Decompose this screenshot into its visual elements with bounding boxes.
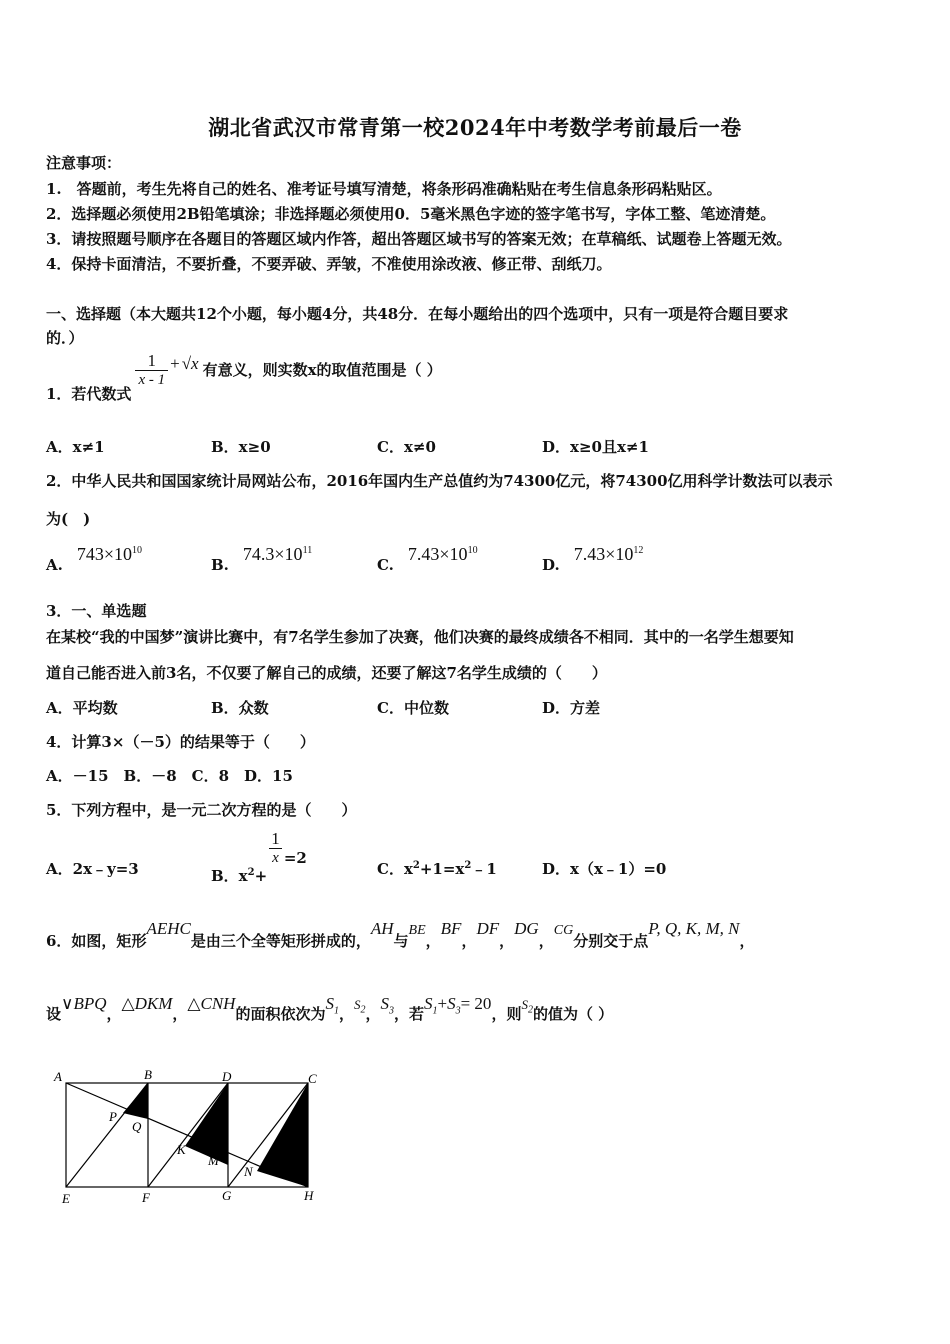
q5-b-pre: B．x (211, 866, 248, 885)
label-c: C (308, 1071, 317, 1086)
q6-t5: ， (739, 932, 755, 950)
segment-be (66, 1083, 148, 1187)
q6-s3-s: S (380, 994, 389, 1013)
notice-heading: 注意事项： (46, 154, 122, 172)
q2-line-1: 2．中华人民共和国国家统计局网站公布，2016年国内生产总值约为74300亿元，将74300亿用科学计数法可以表示 (46, 472, 833, 490)
label-k: K (177, 1142, 186, 1157)
q6-cond-s1: S (424, 994, 433, 1013)
q6-s2-s: S (353, 997, 361, 1012)
q6-cnh: △CNH (187, 994, 236, 1013)
q2-exp-d: 12 (633, 545, 644, 556)
q6-comma-1: ， (425, 932, 441, 950)
label-b: B (144, 1067, 152, 1082)
label-f: F (142, 1190, 150, 1205)
q6-figure (50, 1065, 350, 1215)
triangle-cnh (257, 1083, 308, 1187)
q2-label-a: A. (46, 556, 63, 574)
q6-line-1 (46, 918, 755, 950)
q2-value-d (574, 544, 644, 564)
q5-b-sup: 2 (247, 866, 255, 878)
q3-option-a: A．平均数 (46, 699, 118, 717)
q2-option-a (46, 544, 143, 575)
q5-option-d: D．x（x﹣1）=0 (542, 860, 667, 878)
q2-label-b: B. (211, 556, 229, 574)
q5-c-sup2: 2 (464, 860, 472, 871)
q3-line-2: 道自己能否进入前3名，不仅要了解自己的成绩，还要了解这7名学生成绩的（ ） (46, 664, 607, 682)
section-heading-line-1: 一、选择题（本大题共12个小题，每小题4分，共48分．在每小题给出的四个选项中，只有一项是符合题目要求 (46, 305, 789, 323)
q3-option-b: B．众数 (211, 699, 269, 717)
q6-cond-eq: = 20 (460, 994, 492, 1013)
q5-b-fraction (269, 830, 282, 867)
q6-t3: 与 (393, 932, 409, 950)
q5-option-a: A．2x﹣y=3 (46, 860, 139, 878)
notice-item-3: 3．请按照题号顺序在各题目的答题区域内作答，超出答题区域书写的答案无效；在草稿纸、试题卷上答题无效。 (46, 230, 792, 248)
page-title: 湖北省武汉市常青第一校2024年中考数学考前最后一卷 (208, 115, 742, 140)
label-q: Q (132, 1119, 142, 1134)
q6-comma-3: ， (499, 932, 515, 950)
q1-prefix: 1．若代数式 (46, 384, 132, 403)
q6-points: P, Q, K, M, N (648, 919, 740, 938)
q6-cond-plus: + (437, 994, 448, 1013)
q1-frac-den: x - 1 (135, 370, 168, 389)
q6-comma-6: ， (172, 1005, 188, 1023)
label-p: P (109, 1109, 117, 1124)
q6-cond-s3: S (447, 994, 456, 1013)
q5-b-num: 1 (271, 829, 280, 848)
q6-s1-sub: 1 (333, 1005, 339, 1017)
q2-base-d: 7.43×10 (573, 544, 634, 564)
q6-bpq: ∨BPQ (61, 994, 107, 1013)
q6-t10: 的值为（ ） (532, 1005, 614, 1023)
segment-ah (66, 1083, 308, 1187)
q6-ah: AH (370, 919, 394, 938)
q6-df: DF (476, 919, 500, 938)
q2-value-a (77, 544, 142, 564)
q2-exp-a: 10 (132, 545, 143, 556)
q6-s2-target (521, 997, 533, 1016)
q3-option-c: C．中位数 (377, 699, 449, 717)
q5-option-c (377, 858, 497, 879)
q1-option-a: A．x≠1 (46, 438, 105, 456)
q5-c-mid: +1=x (419, 860, 465, 878)
label-m: M (208, 1153, 219, 1168)
q6-t1: 6．如图，矩形 (46, 932, 147, 950)
q1-option-b: B．x≥0 (211, 438, 271, 456)
label-g: G (222, 1188, 232, 1203)
q6-comma-2: ， (461, 932, 477, 950)
section-heading-line-2: 的．） (46, 329, 84, 347)
q6-condition-s3 (447, 994, 461, 1017)
triangle-dkm (185, 1083, 228, 1165)
label-d: D (222, 1069, 232, 1084)
q5-c-pre: C．x (377, 860, 413, 878)
q2-option-b (211, 544, 313, 575)
q2-label-d: D. (542, 556, 560, 574)
q6-s1 (325, 994, 339, 1017)
label-h: H (304, 1188, 314, 1203)
q6-s3 (380, 994, 394, 1017)
q6-s2 (353, 997, 366, 1016)
q5-b-prefix (211, 867, 267, 885)
q5-b-plus: + (254, 866, 268, 885)
q6-s2-sub: 2 (360, 1004, 366, 1016)
q6-dkm: △DKM (121, 994, 173, 1013)
q4-options: A．－15 B．－8 C．8 D．15 (46, 767, 293, 785)
q5-c-sup1: 2 (412, 860, 420, 871)
q2-label-c: C. (377, 556, 394, 574)
label-n: N (244, 1164, 253, 1179)
q6-comma-4: ， (538, 932, 554, 950)
q2-exp-b: 11 (302, 545, 313, 556)
q1-sqrt: √x (181, 353, 199, 373)
q5-option-b (211, 829, 307, 885)
label-a: A (54, 1069, 62, 1084)
q2-base-b: 74.3×10 (242, 544, 303, 564)
question-1 (46, 351, 442, 403)
q6-cond-sub1: 1 (432, 1005, 438, 1017)
notice-item-1: 1. 答题前，考生先将自己的姓名、准考证号填写清楚，将条形码准确粘贴在考生信息条形码粘贴区。 (46, 180, 722, 198)
q6-t8: ，若 (393, 1005, 424, 1023)
notice-item-2: 2．选择题必须使用2B铅笔填涂；非选择题必须使用0．5毫米黑色字迹的签字笔书写，字体工整、笔迹清楚。 (46, 205, 776, 223)
q6-comma-7: ， (338, 1005, 354, 1023)
q5-stem: 5．下列方程中，是一元二次方程的是（ ） (46, 801, 357, 819)
q3-heading: 3．一、单选题 (46, 602, 147, 620)
q2-base-c: 7.43×10 (407, 544, 468, 564)
q6-cg: CG (553, 923, 574, 938)
q6-s3-sub: 3 (388, 1005, 394, 1017)
q3-option-d: D．方差 (542, 699, 601, 717)
q1-suffix: 有意义，则实数x的取值范围是（ ） (202, 360, 442, 379)
q6-line-2 (46, 993, 614, 1023)
q3-line-1: 在某校“我的中国梦”演讲比赛中，有7名学生参加了决赛，他们决赛的最终成绩各不相同．其中的一名学生想要知 (46, 628, 794, 646)
q2-value-c (408, 544, 478, 564)
q2-base-a: 743×10 (76, 544, 133, 564)
label-e: E (62, 1191, 70, 1206)
q6-s2t-sub: 2 (527, 1004, 533, 1016)
q2-exp-c: 10 (467, 545, 478, 556)
q1-option-d: D．x≥0且x≠1 (542, 438, 649, 456)
q1-option-c: C．x≠0 (377, 438, 436, 456)
q6-condition (424, 994, 438, 1017)
q6-rect-aehc: AEHC (146, 919, 191, 938)
q5-c-post: ﹣1 (471, 860, 497, 878)
q6-comma-8: ， (365, 1005, 381, 1023)
q5-b-den: x (269, 848, 282, 867)
q6-t6: 设 (46, 1005, 62, 1023)
q6-t4: 分别交于点 (573, 932, 649, 950)
q6-cond-sub3: 3 (455, 1005, 461, 1017)
q6-bf: BF (440, 919, 462, 938)
q6-s2t-s: S (521, 997, 528, 1012)
q6-t7: 的面积依次为 (235, 1005, 326, 1023)
q6-s1-s: S (325, 994, 334, 1013)
q6-be: BE (408, 923, 426, 938)
q6-t2: 是由三个全等矩形拼成的， (190, 932, 371, 950)
q6-dg: DG (514, 919, 539, 938)
q2-option-d (542, 544, 644, 575)
q4-stem: 4．计算3×（－5）的结果等于（ ） (46, 733, 315, 751)
q5-b-post: =2 (283, 848, 307, 867)
q6-t9: ，则 (491, 1005, 522, 1023)
notice-item-4: 4．保持卡面清洁，不要折叠，不要弄破、弄皱，不准使用涂改液、修正带、刮纸刀。 (46, 255, 612, 273)
q1-fraction (135, 352, 168, 389)
q2-value-b (243, 544, 312, 564)
q1-frac-num: 1 (147, 351, 157, 370)
q1-plus: + (170, 353, 180, 373)
q2-option-c (377, 544, 478, 575)
q2-line-2: 为( ) (46, 510, 91, 528)
q6-comma-5: ， (106, 1005, 122, 1023)
